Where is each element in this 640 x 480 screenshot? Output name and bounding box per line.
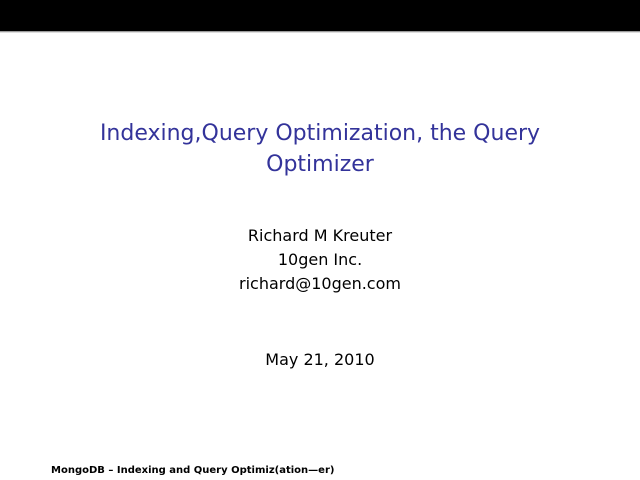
header-bar bbox=[0, 0, 640, 31]
footer-title: MongoDB – Indexing and Query Optimiz(ation—er) bbox=[51, 465, 335, 476]
author-block bbox=[120, 224, 520, 296]
header-bar-shadow bbox=[0, 31, 640, 33]
institute: 10gen Inc. bbox=[277, 250, 363, 269]
slide-title: Indexing,Query Optimization, the Query Optimizer bbox=[99, 121, 541, 177]
author-email: richard@10gen.com bbox=[239, 274, 401, 293]
presentation-date: May 21, 2010 bbox=[265, 350, 375, 369]
author-name: Richard M Kreuter bbox=[247, 226, 393, 245]
